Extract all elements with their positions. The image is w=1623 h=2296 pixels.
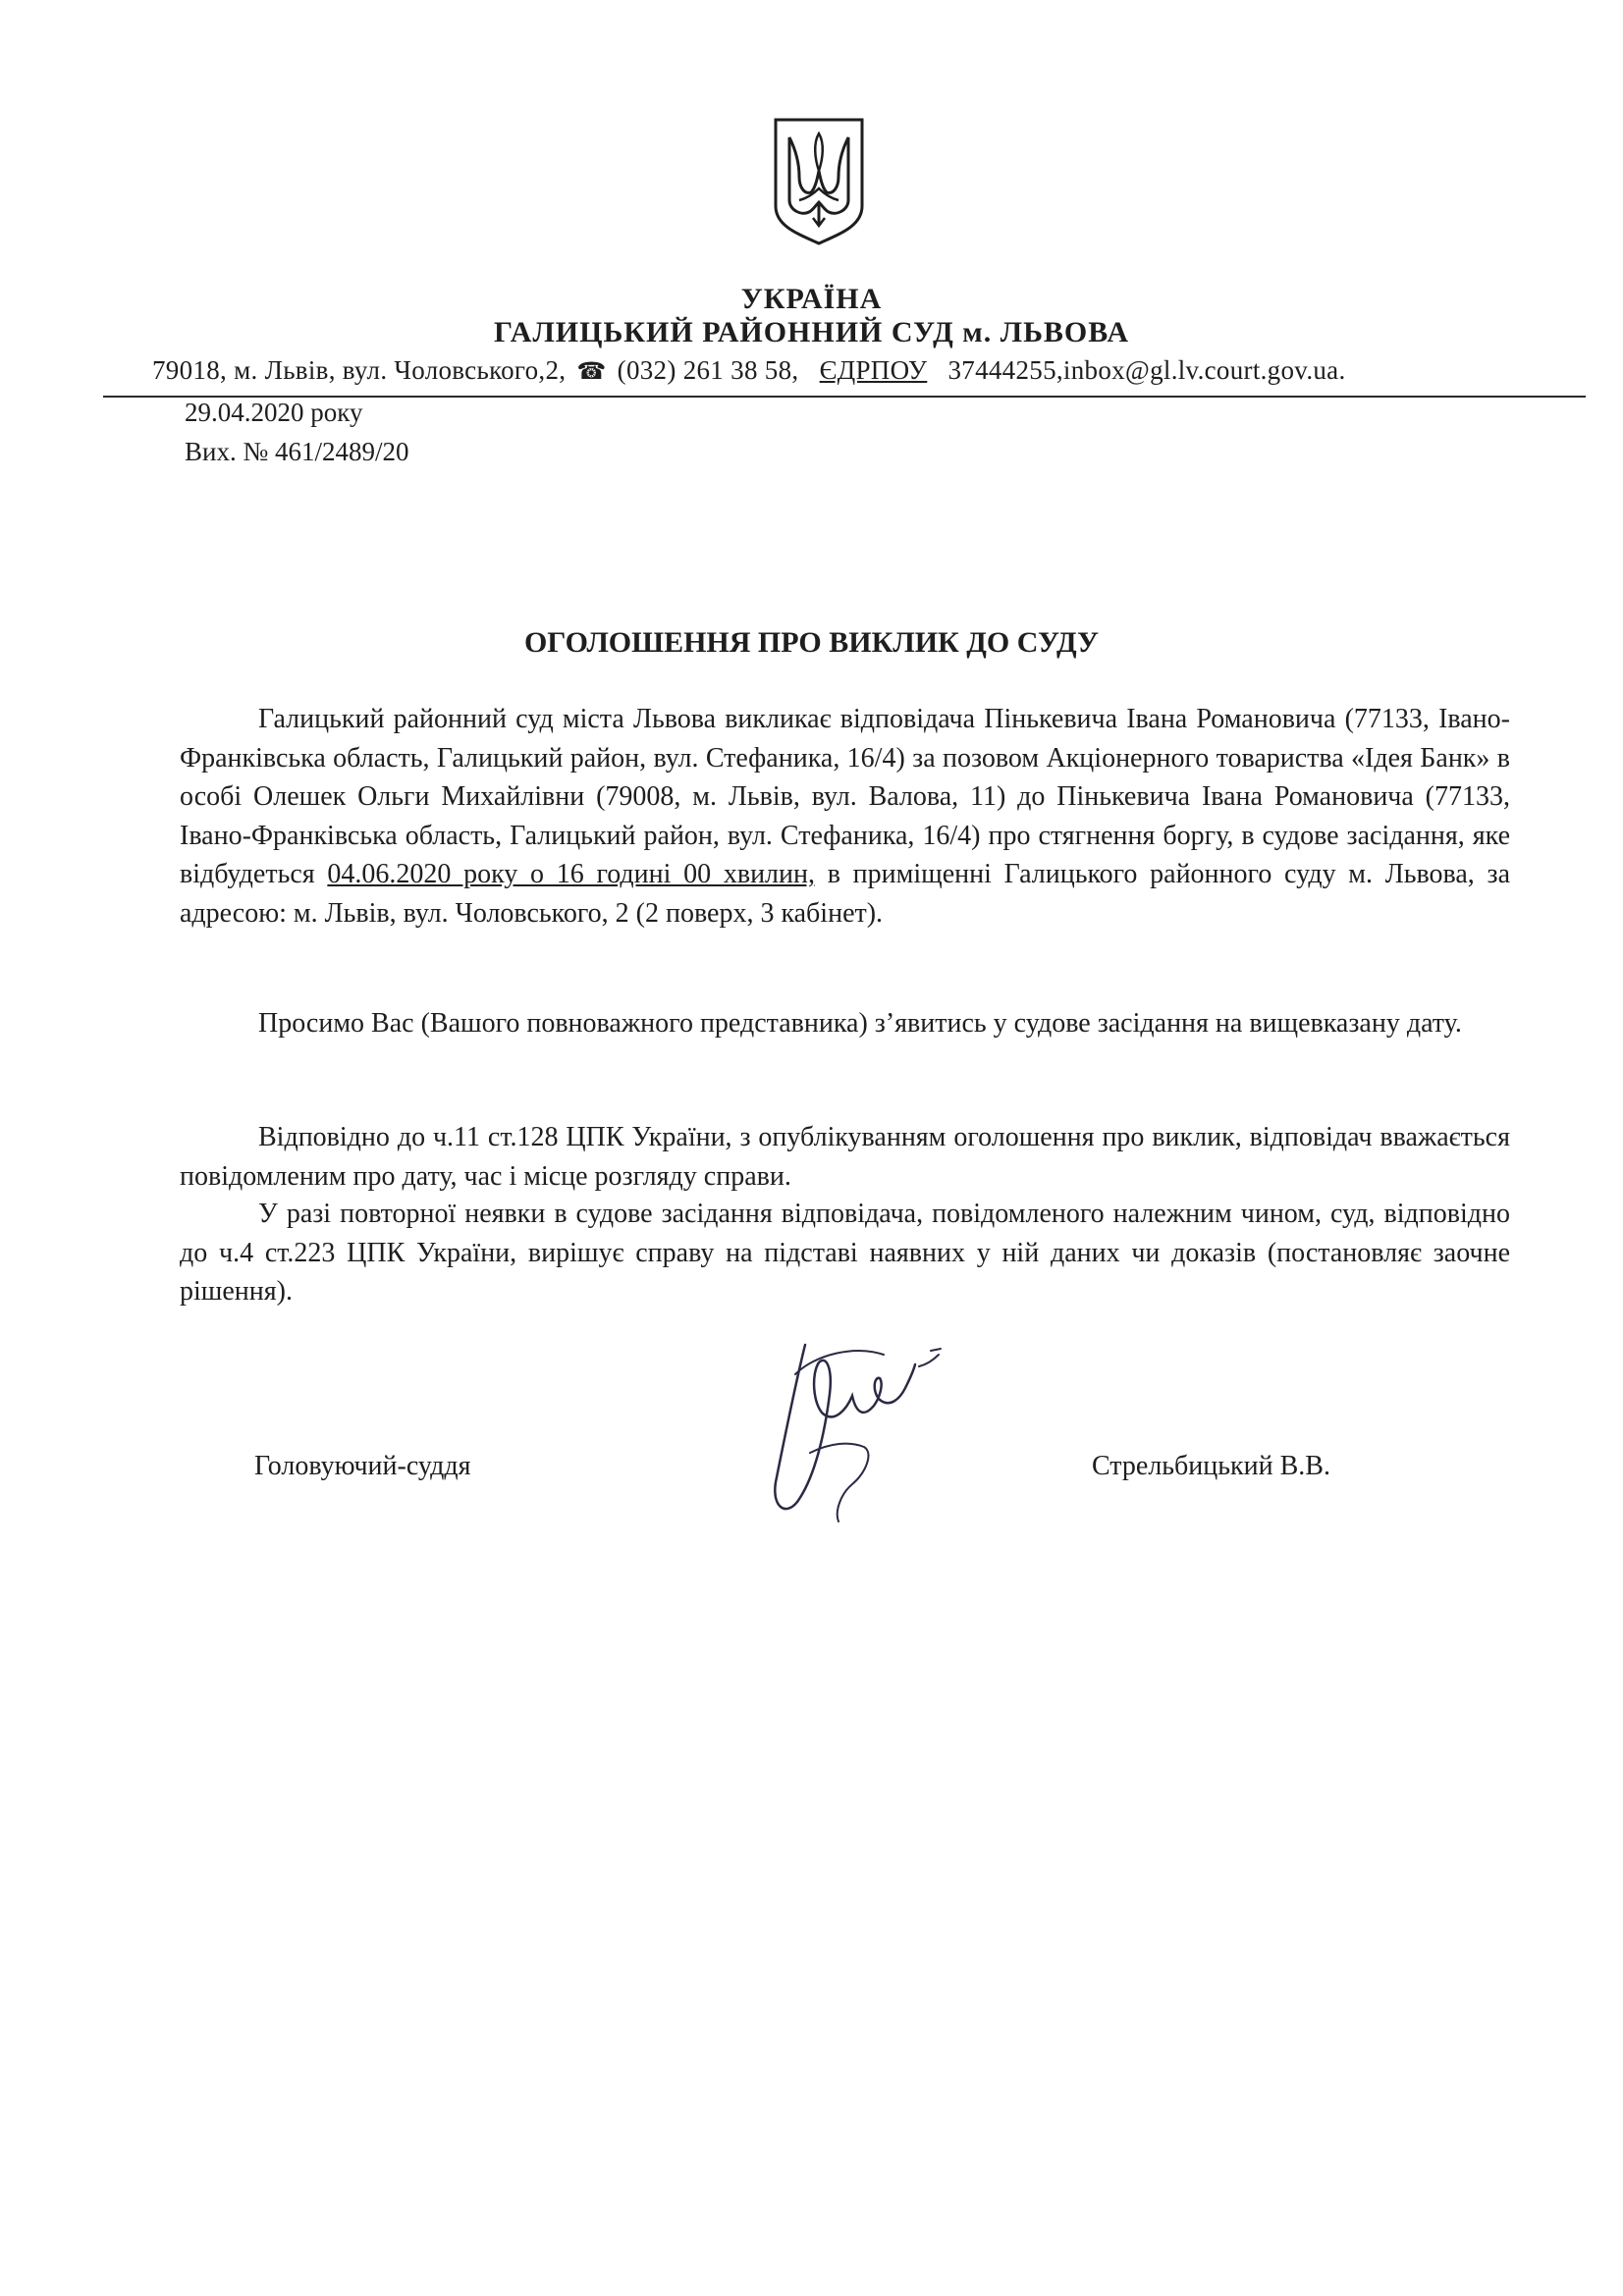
court-address: 79018, м. Львів, вул. Чоловського,2, [152, 355, 567, 385]
country-heading: УКРАЇНА [740, 283, 883, 315]
signatory-name: Стрельбицький В.В. [1092, 1451, 1330, 1481]
court-phone: (032) 261 38 58, [617, 355, 799, 385]
paragraph-request: Просимо Вас (Вашого повноважного представника) з’явитись у судове засідання на вищевказану дату. [258, 1008, 1462, 1039]
hearing-datetime: 04.06.2020 року о 16 годині 00 хвилин, [327, 859, 816, 890]
court-contact-line [152, 355, 1576, 386]
edrpou-email: 37444255,inbox@gl.lv.court.gov.ua. [947, 355, 1346, 385]
summons-text-after: в приміщенні Галицького районного суду м. Львова, за адресою: м. Львів, вул. Чоловського, 2 (2 поверх, 3 кабінет). [180, 859, 1511, 929]
paragraph-consequence: У разі повторної неявки в судове засідання відповідача, повідомленого належним чином, суд, відповідно до ч.4 ст.223 ЦПК України, вирішує справу на підставі наявних у ній даних чи доказів (постановляє заочне рішення). [180, 1199, 1510, 1308]
edrpou-label: ЄДРПОУ [819, 355, 928, 385]
court-heading: ГАЛИЦЬКИЙ РАЙОННИЙ СУД м. ЛЬВОВА [493, 316, 1130, 348]
document-title: ОГОЛОШЕННЯ ПРО ВИКЛИК ДО СУДУ [523, 626, 1100, 659]
document-date: 29.04.2020 року [185, 398, 363, 427]
summons-text-before: Галицький районний суд міста Львова викликає відповідача Пінькевича Івана Романовича (77133, Івано-Франківська область, Галицький район, вул. Стефаника, 16/4) за позовом Акціонерного товариства «Ідея Банк» в особі Олешек Ольги Михайлівни (79008, м. Львів, вул. Валова, 11) до Пінькевича Івана Романовича (77133, Івано-Франківська область, Галицький район, вул. Стефаника, 16/4) про стягнення боргу, в судове засідання, яке відбудеться [180, 704, 1510, 890]
paragraph-summons [180, 700, 1510, 934]
paragraph-notice: Відповідно до ч.11 ст.128 ЦПК України, з опублікуванням оголошення про виклик, відповідач вважається повідомленим про дату, час і місце розгляду справи. [180, 1122, 1510, 1192]
tryzub-coat-of-arms-icon [770, 116, 868, 245]
outgoing-number: Вих. № 461/2489/20 [185, 437, 409, 466]
signatory-role: Головуючий-суддя [254, 1451, 471, 1481]
handwritten-signature [736, 1315, 972, 1531]
phone-icon: ☎ [576, 359, 607, 385]
